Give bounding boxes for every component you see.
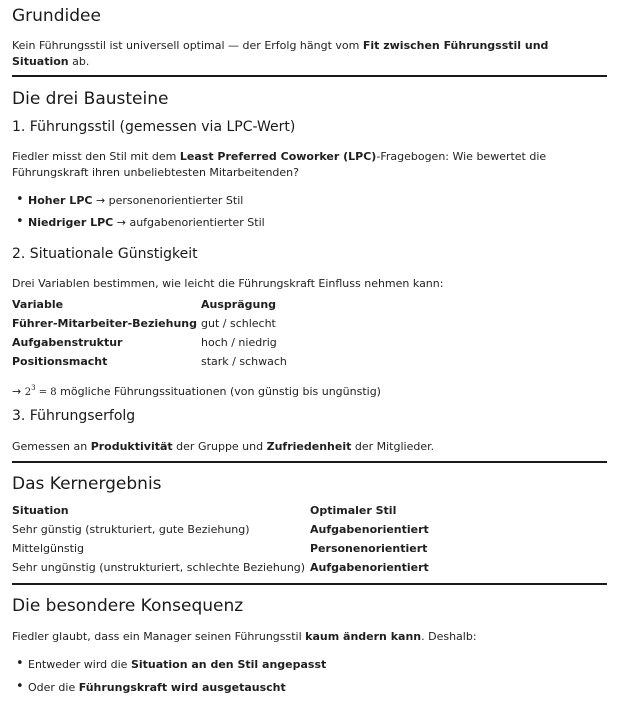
table-header: Variable bbox=[12, 297, 64, 311]
konsequenz-list bbox=[12, 657, 326, 696]
grundidee-paragraph: Kein Führungsstil ist universell optimal — der Erfolg hängt vom Fit zwischen Führungsstil und Situation ab. bbox=[12, 39, 549, 68]
section-divider bbox=[12, 583, 607, 585]
subheading-guenstigkeit: 2. Situationale Günstigkeit bbox=[12, 246, 198, 262]
table-cell: Sehr ungünstig (unstrukturiert, schlechte Beziehung) bbox=[12, 560, 306, 574]
table-cell: gut / schlecht bbox=[201, 316, 276, 330]
guenstigkeit-paragraph: Drei Variablen bestimmen, wie leicht die Führungskraft Einfluss nehmen kann: bbox=[12, 277, 444, 290]
table-cell: Aufgabenstruktur bbox=[12, 335, 123, 349]
formula: $2^3 = 8$ bbox=[24, 383, 57, 398]
formula-line: → $2^3 = 8$ mögliche Führungssituationen (von günstig bis ungünstig) bbox=[12, 383, 381, 398]
table-cell: Sehr günstig (strukturiert, gute Beziehung) bbox=[12, 522, 250, 536]
table-header: Ausprägung bbox=[201, 297, 277, 311]
variables-table bbox=[12, 295, 291, 371]
list-item: • Oder die Führungskraft wird ausgetauscht bbox=[12, 680, 326, 696]
table-cell: Aufgabenorientiert bbox=[310, 522, 429, 536]
table-cell: hoch / niedrig bbox=[201, 335, 277, 349]
table-cell: Aufgabenorientiert bbox=[310, 560, 429, 574]
table-header-row bbox=[12, 295, 291, 314]
section-divider bbox=[12, 461, 607, 463]
heading-grundidee: Grundidee bbox=[12, 6, 101, 26]
table-row bbox=[12, 352, 291, 371]
table-cell: Führer-Mitarbeiter-Beziehung bbox=[12, 316, 197, 330]
table-row bbox=[12, 558, 433, 577]
table-header: Situation bbox=[12, 503, 69, 517]
table-row bbox=[12, 520, 433, 539]
konsequenz-paragraph: Fiedler glaubt, dass ein Manager seinen Führungsstil kaum ändern kann. Deshalb: bbox=[12, 630, 477, 643]
table-row bbox=[12, 314, 291, 333]
heading-bausteine: Die drei Bausteine bbox=[12, 89, 169, 109]
table-cell: Personenorientiert bbox=[310, 541, 428, 555]
list-item: • Entweder wird die Situation an den Stil angepasst bbox=[12, 657, 326, 673]
table-header-row bbox=[12, 501, 433, 520]
result-table bbox=[12, 501, 433, 577]
table-cell: Positionsmacht bbox=[12, 354, 108, 368]
table-row bbox=[12, 333, 291, 352]
subheading-fuehrungserfolg: 3. Führungserfolg bbox=[12, 408, 136, 424]
table-row bbox=[12, 539, 433, 558]
table-cell: Mittelgünstig bbox=[12, 541, 85, 555]
subheading-fuehrungsstil: 1. Führungsstil (gemessen via LPC-Wert) bbox=[12, 119, 296, 135]
fuehrungsstil-paragraph: Fiedler misst den Stil mit dem Least Preferred Coworker (LPC)-Fragebogen: Wie bewertet die Führungskraft ihren unbeliebtesten Mitarbeitenden? bbox=[12, 150, 547, 179]
heading-konsequenz: Die besondere Konsequenz bbox=[12, 596, 244, 616]
table-header: Optimaler Stil bbox=[310, 503, 397, 517]
list-item: • Hoher LPC → personenorientierter Stil bbox=[12, 193, 265, 209]
table-cell: stark / schwach bbox=[201, 354, 287, 368]
lpc-list bbox=[12, 193, 265, 231]
list-item: • Niedriger LPC → aufgabenorientierter Stil bbox=[12, 215, 265, 231]
fuehrungserfolg-paragraph: Gemessen an Produktivität der Gruppe und Zufriedenheit der Mitglieder. bbox=[12, 440, 435, 453]
heading-kernergebnis: Das Kernergebnis bbox=[12, 474, 162, 494]
section-divider bbox=[12, 75, 607, 77]
